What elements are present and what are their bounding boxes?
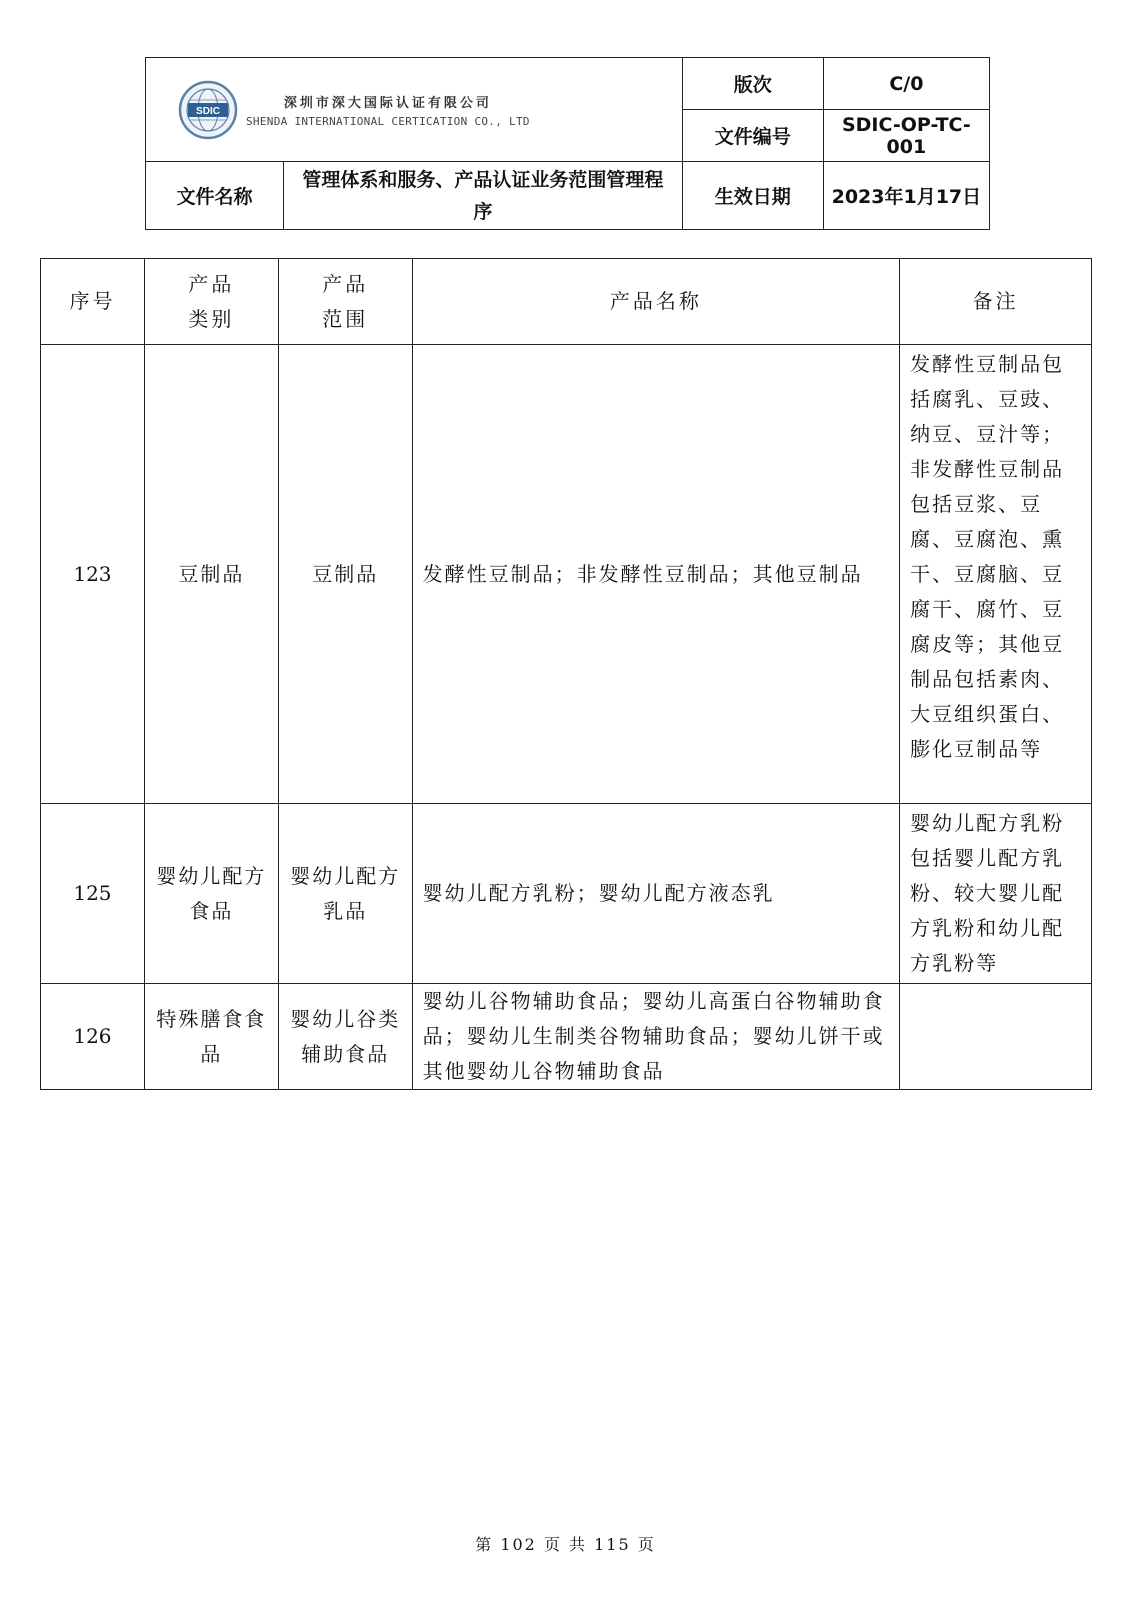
version-label: 版次 xyxy=(682,58,823,110)
company-name-en: SHENDA INTERNATIONAL CERTICATION CO., LTD xyxy=(246,114,530,128)
svg-text:SDIC: SDIC xyxy=(196,105,220,117)
row-seq: 123 xyxy=(41,345,145,804)
row-seq: 126 xyxy=(41,984,145,1090)
logo-cell xyxy=(146,58,683,162)
row-category: 豆制品 xyxy=(144,345,278,804)
row-note xyxy=(900,984,1092,1090)
page-footer: 第 102 页 共 115 页 xyxy=(475,1535,656,1554)
company-name-cn: 深圳市深大国际认证有限公司 xyxy=(283,95,492,111)
header-seq: 序号 xyxy=(41,259,145,345)
row-note: 婴幼儿配方乳粉包括婴儿配方乳粉、较大婴儿配方乳粉和幼儿配方乳粉等 xyxy=(900,804,1092,984)
document-header xyxy=(145,57,990,230)
row-seq: 125 xyxy=(41,804,145,984)
row-category: 特殊膳食食品 xyxy=(144,984,278,1090)
table-row xyxy=(41,345,1092,804)
header-scope xyxy=(278,259,412,345)
version-value: C/0 xyxy=(823,58,989,110)
product-scope-table xyxy=(40,258,1092,1090)
row-product-name: 婴幼儿谷物辅助食品；婴幼儿高蛋白谷物辅助食品；婴幼儿生制类谷物辅助食品；婴幼儿饼干或其他婴幼儿谷物辅助食品 xyxy=(412,984,899,1090)
row-note: 发酵性豆制品包括腐乳、豆豉、纳豆、豆汁等；非发酵性豆制品包括豆浆、豆腐、豆腐泡、熏干、豆腐脑、豆腐干、腐竹、豆腐皮等；其他豆制品包括素肉、大豆组织蛋白、膨化豆制品等 xyxy=(900,345,1092,804)
header-category-line2: 类别 xyxy=(188,306,235,331)
header-name: 产品名称 xyxy=(412,259,899,345)
docname-label: 文件名称 xyxy=(146,162,284,230)
table-header-row xyxy=(41,259,1092,345)
table-row xyxy=(41,804,1092,984)
header-scope-line1: 产品 xyxy=(322,271,369,296)
docno-value: SDIC-OP-TC-001 xyxy=(823,110,989,162)
row-scope: 豆制品 xyxy=(278,345,412,804)
header-note: 备注 xyxy=(900,259,1092,345)
row-product-name: 发酵性豆制品；非发酵性豆制品；其他豆制品 xyxy=(412,345,899,804)
date-label: 生效日期 xyxy=(682,162,823,230)
row-scope: 婴幼儿谷类辅助食品 xyxy=(278,984,412,1090)
header-scope-line2: 范围 xyxy=(322,306,369,331)
date-value: 2023年1月17日 xyxy=(823,162,989,230)
header-category-line1: 产品 xyxy=(188,271,235,296)
row-scope: 婴幼儿配方乳品 xyxy=(278,804,412,984)
row-category: 婴幼儿配方食品 xyxy=(144,804,278,984)
row-product-name: 婴幼儿配方乳粉；婴幼儿配方液态乳 xyxy=(412,804,899,984)
docname-value: 管理体系和服务、产品认证业务范围管理程序 xyxy=(284,162,683,230)
docno-label: 文件编号 xyxy=(682,110,823,162)
table-row xyxy=(41,984,1092,1090)
company-logo-icon xyxy=(178,80,238,140)
header-category xyxy=(144,259,278,345)
